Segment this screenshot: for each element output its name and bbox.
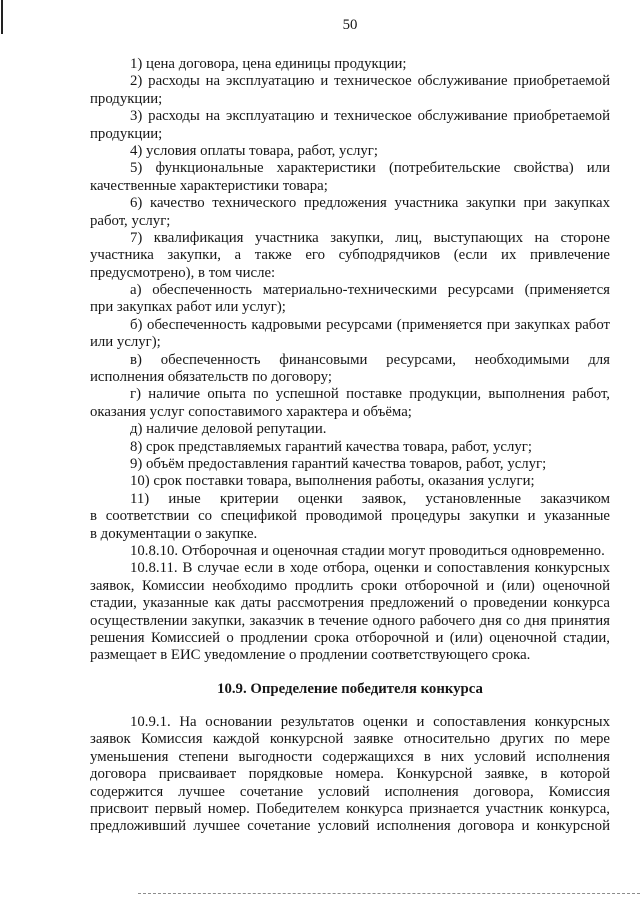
text-line: предусмотрено), в том числе: <box>90 264 276 281</box>
text-line: содержится лучшее сочетание условий исполнения договора, Комиссия <box>90 783 610 800</box>
text-line: в документации о закупке. <box>90 525 258 542</box>
criterion-subitem <box>90 421 610 438</box>
text-line: стадии, указанные как даты рассмотрения предложений о проведении конкурса <box>90 595 610 612</box>
text-line: 10.8.11. В случае если в ходе отбора, оценки и сопоставления конкурсных <box>130 560 610 577</box>
criterion-item <box>90 56 610 73</box>
text-line: 7) квалификация участника закупки, лиц, выступающих на стороне <box>130 229 610 246</box>
text-line: г) наличие опыта по успешной поставке продукции, выполнения работ, <box>130 386 610 403</box>
text-line: оказания услуг сопоставимого характера и объёма; <box>90 403 412 420</box>
text-line: присвоит первый номер. Победителем конкурса признается участник конкурса, <box>90 801 610 818</box>
text-line: 11) иные критерии оценки заявок, установленные заказчиком <box>130 490 610 507</box>
clause-10-8-11 <box>90 560 610 664</box>
text-line: качественные характеристики товара; <box>90 177 328 194</box>
text-line: д) наличие деловой репутации. <box>130 421 327 438</box>
criterion-subitem <box>90 317 610 352</box>
text-line: продукции; <box>90 90 163 107</box>
text-line: 8) срок представляемых гарантий качества товара, работ, услуг; <box>130 438 532 455</box>
text-line: уменьшения степени выгодности содержащихся в них условий исполнения <box>90 748 610 765</box>
text-line: участника закупки, а также его субподрядчиков (если их привлечение <box>90 247 610 264</box>
text-line: в) обеспеченность финансовыми ресурсами, необходимыми для <box>130 351 610 368</box>
criterion-item <box>90 108 610 143</box>
criterion-item <box>90 195 610 230</box>
text-line: 10.9.1. На основании результатов оценки и сопоставления конкурсных <box>130 714 610 731</box>
criterion-item <box>90 456 610 473</box>
text-line: продукции; <box>90 125 163 142</box>
criterion-item <box>90 160 610 195</box>
criterion-item <box>90 439 610 456</box>
text-line: в соответствии со спецификой проводимой процедуры закупки и указанные <box>90 508 610 525</box>
text-line: осуществлении закупки, заказчик в течение одного рабочего дня со дня принятия <box>90 612 610 629</box>
criterion-item <box>90 230 610 282</box>
text-line: исполнения обязательств по договору; <box>90 369 332 386</box>
text-line: договора присваивает порядковые номера. Конкурсной заявке, в которой <box>90 766 610 783</box>
scan-bottom-line <box>138 893 640 894</box>
text-line: заявок, Комиссии необходимо продлить сроки отборочной и (или) оценочной <box>90 577 610 594</box>
text-line: а) обеспеченность материально-техническими ресурсами (применяется <box>130 282 610 299</box>
text-line: 4) условия оплаты товара, работ, услуг; <box>130 142 378 159</box>
text-line: решения Комиссией о продлении срока отборочной и (или) оценочной стадии, <box>90 629 610 646</box>
criterion-item <box>90 73 610 108</box>
criterion-subitem <box>90 386 610 421</box>
page-number: 50 <box>342 17 358 33</box>
text-line: размещает в ЕИС уведомление о продлении соответствующего срока. <box>90 647 531 664</box>
text-line: 10) срок поставки товара, выполнения работы, оказания услуги; <box>130 473 535 490</box>
text-line: 5) функциональные характеристики (потребительские свойства) или <box>130 160 610 177</box>
criterion-item <box>90 143 610 160</box>
text-line: 3) расходы на эксплуатацию и техническое обслуживание приобретаемой <box>130 108 610 125</box>
scan-edge-mark <box>1 0 3 34</box>
criterion-subitem <box>90 352 610 387</box>
text-line: предложивший лучшее сочетание условий исполнения договора и конкурсной <box>90 818 610 835</box>
clause-10-9-1 <box>90 714 610 836</box>
text-line: или услуг); <box>90 334 161 351</box>
clause-10-8-10 <box>90 543 610 560</box>
text-line: б) обеспеченность кадровыми ресурсами (применяется при закупках работ <box>130 316 610 333</box>
text-line: работ, услуг; <box>90 212 171 229</box>
section-heading: 10.9. Определение победителя конкурса <box>217 680 483 697</box>
text-line: 9) объём предоставления гарантий качества товаров, работ, услуг; <box>130 455 547 472</box>
text-line: 2) расходы на эксплуатацию и техническое обслуживание приобретаемой <box>130 73 610 90</box>
criterion-item <box>90 473 610 490</box>
text-line: 1) цена договора, цена единицы продукции; <box>130 56 407 72</box>
text-line: 10.8.10. Отборочная и оценочная стадии могут проводиться одновременно. <box>130 542 605 559</box>
page-body <box>90 56 610 836</box>
criterion-subitem <box>90 282 610 317</box>
criterion-item <box>90 491 610 543</box>
text-line: при закупках работ или услуг); <box>90 299 286 316</box>
text-line: заявок Комиссия каждой конкурсной заявке относительно других по мере <box>90 731 610 748</box>
text-line: 6) качество технического предложения участника закупки при закупках <box>130 195 610 212</box>
